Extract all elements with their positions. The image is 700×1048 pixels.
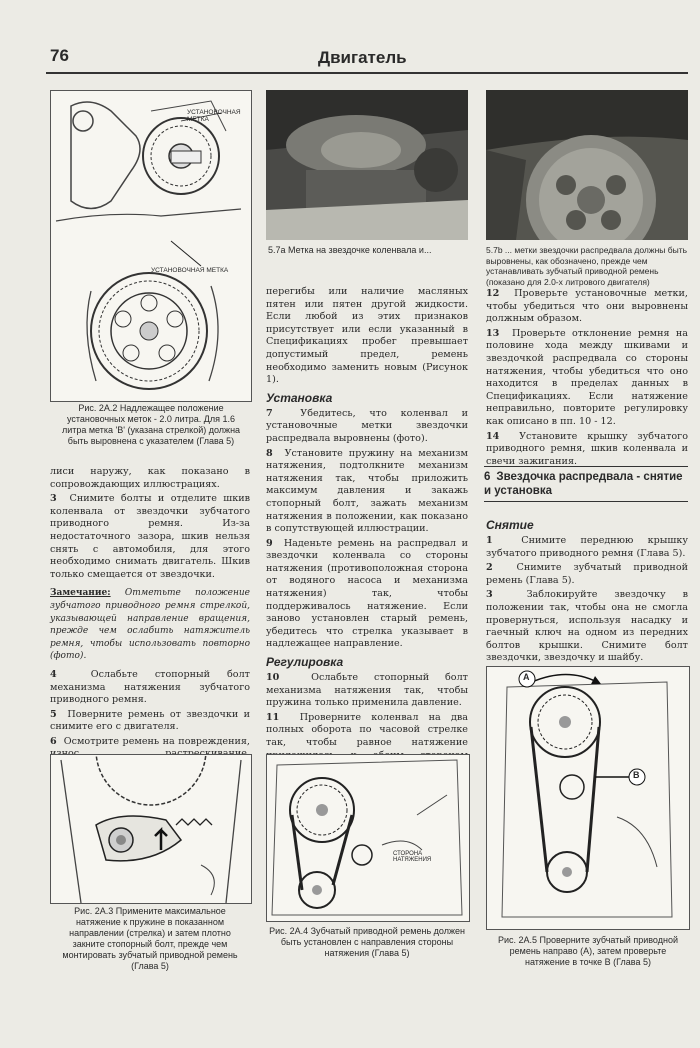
photo-5-7a <box>266 90 468 240</box>
belt-installation-illustration <box>267 755 469 921</box>
paragraph-9 <box>266 538 468 651</box>
figure-2a4-caption: Рис. 2А.4 Зубчатый приводной ремень должен быть установлен с направления стороны натяжения (Глава 5) <box>269 926 465 958</box>
column-3-text-top <box>486 288 688 470</box>
paragraph-text: Ослабьте стопорный болт механизма натяжения так, чтобы пружина только применила давление. <box>266 672 468 709</box>
paragraph-number: 1 <box>486 535 493 546</box>
paragraph-number: 14 <box>486 430 500 442</box>
paragraph-8 <box>266 448 468 536</box>
paragraph-number: 13 <box>486 327 500 339</box>
figure-label-timing-mark-top: УСТАНОВОЧНАЯ МЕТКА <box>187 109 241 123</box>
tensioner-illustration <box>51 755 251 903</box>
paragraph-text: Установите крышку зубчатого приводного ремня, шкив коленвала и свечи зажигания. <box>486 430 688 467</box>
paragraph-number: 8 <box>266 447 273 459</box>
paragraph-number: 2 <box>486 562 493 574</box>
column-1-text <box>50 466 250 776</box>
figure-2a3-caption: Рис. 2А.3 Примените максимальное натяжение к пружине в показанном направлении (стрелка) и затем плотно закните стопорный болт, прежде чем монтировать зубчатый приводной ремень (Глава 5) <box>62 906 238 971</box>
paragraph-number: 3 <box>50 493 57 505</box>
paragraph-text: Снимите переднюю крышку зубчатого приводного ремня (Глава 5). <box>486 535 688 559</box>
paragraph-text: Снимите болты и отделите шкив коленвала от звездочки зубчатого приводного ремня. Из-за недостаточного зазора, шкив нельзя снять с автомобиля, для этого необходимо снимать двигатель. Шкив только смещается от звездочки. <box>50 493 250 580</box>
paragraph-continued: перегибы или наличие масляных пятен или пятен другой жидкости. Если любой из этих признаков присутствует или если указанный в Спецификациях пробег превышает допустимый предел, ремень необходимо заменить новым (Рисунок 1). <box>266 286 468 386</box>
paragraph-number: 12 <box>486 288 500 299</box>
photo-5-7b-caption: 5.7b ... метки звездочки распредвала должны быть выровнены, как обозначено, прежде чем устанавливать зубчатый приводной ремень (показано для 2.0-х литрового двигателя) <box>486 245 688 287</box>
photo-5-7b <box>486 90 688 240</box>
heading-installation: Установка <box>266 390 333 405</box>
paragraph-12 <box>486 288 688 326</box>
paragraph-text: Снимите зубчатый приводной ремень (Глава 5). <box>486 562 688 586</box>
header-divider <box>46 72 688 74</box>
figure-label-b: B <box>633 770 640 780</box>
figure-2a4-diagram <box>266 754 470 922</box>
note-block <box>50 587 250 663</box>
figure-label-a: A <box>523 672 530 682</box>
paragraph-text: Поверните ремень от звездочки и снимите его с двигателя. <box>50 708 250 733</box>
paragraph-1 <box>486 535 688 560</box>
page-number: 76 <box>50 46 69 65</box>
section-number: 6 <box>484 471 491 483</box>
paragraph-number: 4 <box>50 668 57 680</box>
paragraph-number: 6 <box>50 735 57 747</box>
paragraph-number: 9 <box>266 537 273 549</box>
camshaft-sprocket-photo <box>486 90 688 240</box>
heading-adjustment: Регулировка <box>266 655 344 670</box>
paragraph-continued: лиси наружу, как показано в сопровождающих иллюстрациях. <box>50 466 250 490</box>
section-title: Звездочка распредвала - снятие и установка <box>484 471 683 497</box>
paragraph-7 <box>266 408 468 446</box>
crankshaft-sprocket-photo <box>266 90 468 240</box>
paragraph-14 <box>486 431 688 469</box>
note-text: Отметьте положение зубчатого приводного ремня стрелкой, указывающей направление вращения, прежде чем ослабить натяжитель ремня, чтобы использовать повторно (фото). <box>50 588 250 662</box>
figure-label-tension-side: СТОРОНА НАТЯЖЕНИЯ <box>393 851 432 863</box>
figure-label-timing-mark-bottom: УСТАНОВОЧНАЯ МЕТКА <box>151 267 229 274</box>
paragraph-2 <box>486 562 688 587</box>
figure-2a2-caption: Рис. 2А.2 Надлежащее положение установочных меток - 2.0 литра. Для 1.6 литра метка 'В' (указана стрелкой) должна быть выровнена с указателем (Глава 5) <box>61 403 241 446</box>
paragraph-number: 3 <box>486 589 493 601</box>
paragraph-number: 11 <box>266 711 280 723</box>
paragraph-3 <box>486 589 688 665</box>
column-3-text-bottom <box>486 514 688 667</box>
paragraph-text: Проверните коленвал на два полных оборота по часовой стрелке так, чтобы равное натяжение <box>266 711 468 748</box>
photo-5-7a-caption: 5.7а Метка на звездочке коленвала и... <box>268 245 432 255</box>
column-2-text <box>266 286 468 815</box>
figure-2a5-caption: Рис. 2А.5 Проверните зубчатый приводной ремень направо (А), затем проверьте натяжение в точке В (Глава 5) <box>498 935 678 967</box>
paragraph-text: Осмотрите ремень на повреждения, <box>63 735 250 747</box>
paragraph-text: Проверьте установочные метки, чтобы убедиться что они выровнены должным образом. <box>486 288 688 325</box>
paragraph-text: Ослабьте стопорный болт механизма натяжения зубчатого приводного ремня. <box>50 668 250 706</box>
paragraph-number: 10 <box>266 672 280 684</box>
note-label: Замечание: <box>50 588 111 599</box>
paragraph-4 <box>50 669 250 707</box>
section-heading-box <box>484 466 688 502</box>
figure-2a5-diagram <box>486 666 690 930</box>
paragraph-10 <box>266 672 468 710</box>
timing-marks-illustration <box>51 91 251 401</box>
paragraph-number: 5 <box>50 708 57 720</box>
paragraph-text: Установите пружину на механизм натяжения, подтолкните механизм натяжения так, чтобы приложить максимум давления и закажь стопорный болт, зажать механизм натяжения в положении, как показано в сопутствующей иллюстрации. <box>266 447 468 535</box>
figure-2a3-diagram <box>50 754 252 904</box>
heading-removal: Снятие <box>486 518 534 532</box>
paragraph-text: Наденьте ремень на распредвал и звездочки коленвала со стороны натяжения (противоположная сторона от водяного насоса и механизма натяжения) так, чтобы поддерживалось натяжение. Если заново установлен старый ремень, убедитесь что стрелка указывает в надлежащее направление. <box>266 537 468 650</box>
paragraph-text: Убедитесь, что коленвал и установочные метки звездочки распредвала выровнены (фото). <box>266 407 468 444</box>
paragraph-5 <box>50 709 250 734</box>
page-title: Двигатель <box>318 48 407 67</box>
paragraph-number: 7 <box>266 407 273 419</box>
paragraph-13 <box>486 328 688 429</box>
paragraph-text: Заблокируйте звездочку в положении так, чтобы она не смогла провернуться, используя насадку и гаечный ключ на одном из передних болтов крышки. Снимите болт звездочки, звездочку и шайбу. <box>486 589 688 664</box>
figure-2a2-diagram <box>50 90 252 402</box>
belt-check-illustration <box>487 667 689 929</box>
paragraph-text: Проверьте отклонение ремня на половине хода между шкивами и звездочкой распредвала со стороны натяжения, чтобы убедиться что оно находится в пределах данных в Спецификациях. Если натяжение неправильно, повторите регулировку как описано в пп. 10 - 12. <box>486 327 688 427</box>
paragraph-3 <box>50 493 250 581</box>
